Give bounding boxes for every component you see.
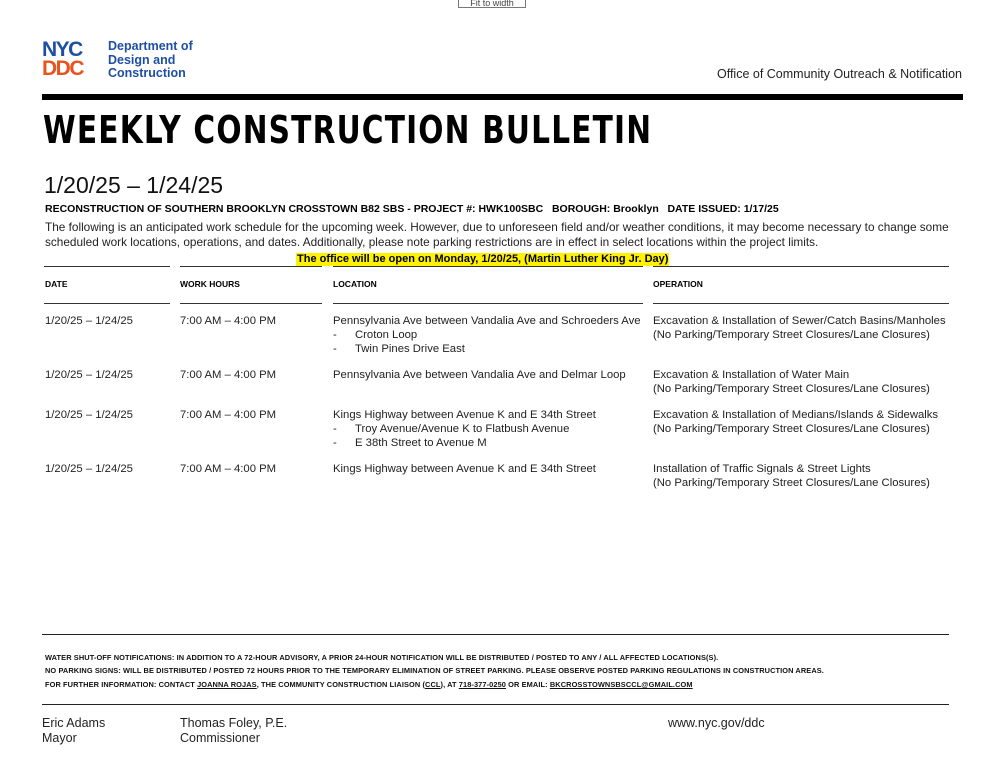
row-location xyxy=(333,314,641,356)
operation-main: Excavation & Installation of Medians/Islands & Sidewalks xyxy=(653,409,939,421)
contact-info: FOR FURTHER INFORMATION: CONTACT JOANNA ROJAS, THE COMMUNITY CONSTRUCTION LIAISON (CCL), AT 718-377-0250 OR EMAIL: BKCROSSTOWNSBSCCL@GMAIL.COM xyxy=(45,680,693,689)
column-rule xyxy=(44,266,170,267)
column-header-operation: OPERATION xyxy=(653,279,703,289)
header-divider xyxy=(42,94,963,100)
location-main: Pennsylvania Ave between Vandalia Ave and Schroeders Ave xyxy=(333,315,641,327)
column-rule xyxy=(180,303,322,304)
column-rule xyxy=(180,266,322,267)
intro-paragraph: The following is an anticipated work schedule for the upcoming week. However, due to unforeseen field and/or weather conditions, it may become necessary to change some scheduled work locations, operations, and dates. Additionally, please note parking restrictions are in effect in select locations within the project limits. xyxy=(45,220,949,249)
footer-divider xyxy=(42,704,949,705)
location-sub: - Croton Loop xyxy=(333,329,418,341)
column-rule xyxy=(333,303,643,304)
row-date: 1/20/25 – 1/24/25 xyxy=(45,369,133,381)
operation-main: Installation of Traffic Signals & Street Lights xyxy=(653,463,871,475)
ccl-abbrev: CCL xyxy=(425,680,441,689)
location-main: Kings Highway between Avenue K and E 34th Street xyxy=(333,463,596,475)
operation-note: (No Parking/Temporary Street Closures/Lane Closures) xyxy=(653,423,930,435)
column-rule xyxy=(44,303,170,304)
water-notice: WATER SHUT-OFF NOTIFICATIONS: IN ADDITION TO A 72-HOUR ADVISORY, A PRIOR 24-HOUR NOTIFICATION WILL BE DISTRIBUTED / POSTED TO ANY / ALL AFFECTED LOCATIONS(S). xyxy=(45,653,719,662)
org-name-line: Department of xyxy=(108,39,193,53)
row-location xyxy=(333,462,596,476)
row-hours: 7:00 AM – 4:00 PM xyxy=(180,315,277,327)
row-hours: 7:00 AM – 4:00 PM xyxy=(180,369,277,381)
holiday-notice: The office will be open on Monday, 1/20/25, (Martin Luther King Jr. Day) xyxy=(297,253,669,265)
commissioner-title: Commissioner xyxy=(180,731,260,745)
operation-note: (No Parking/Temporary Street Closures/Lane Closures) xyxy=(653,477,930,489)
mayor-title: Mayor xyxy=(42,731,77,745)
row-date: 1/20/25 – 1/24/25 xyxy=(45,409,133,421)
operation-main: Excavation & Installation of Sewer/Catch Basins/Manholes xyxy=(653,315,946,327)
org-name-line: Design and xyxy=(108,52,176,67)
row-operation xyxy=(653,462,930,490)
column-rule xyxy=(653,266,949,267)
commissioner-signature xyxy=(180,716,287,746)
row-date: 1/20/25 – 1/24/25 xyxy=(45,315,133,327)
mayor-signature xyxy=(42,716,105,746)
row-operation xyxy=(653,368,930,396)
row-date: 1/20/25 – 1/24/25 xyxy=(45,463,133,475)
location-sub: - Twin Pines Drive East xyxy=(333,343,465,355)
commissioner-name: Thomas Foley, P.E. xyxy=(180,716,288,730)
nyc-ddc-logo xyxy=(42,40,102,80)
logo-ddc-text: DDC xyxy=(42,57,83,80)
mayor-name: Eric Adams xyxy=(42,716,106,730)
location-sub: - Troy Avenue/Avenue K to Flatbush Avenue xyxy=(333,423,570,435)
row-location xyxy=(333,408,596,450)
website-link[interactable]: www.nyc.gov/ddc xyxy=(668,716,765,730)
row-hours: 7:00 AM – 4:00 PM xyxy=(180,409,277,421)
column-rule xyxy=(653,303,949,304)
logo-nyc-text: NYC xyxy=(42,38,82,61)
parking-notice: NO PARKING SIGNS: WILL BE DISTRIBUTED / POSTED 72 HOURS PRIOR TO THE TEMPORARY ELIMINATION OF STREET PARKING. PLEASE OBSERVE POSTED PARKING REGULATIONS IN CONSTRUCTION AREAS. xyxy=(45,666,824,675)
location-sub: - E 38th Street to Avenue M xyxy=(333,437,487,449)
office-name: Office of Community Outreach & Notification xyxy=(716,67,962,81)
footer-divider xyxy=(42,634,949,635)
row-hours: 7:00 AM – 4:00 PM xyxy=(180,463,277,475)
row-operation xyxy=(653,408,938,436)
operation-note: (No Parking/Temporary Street Closures/Lane Closures) xyxy=(653,383,930,395)
contact-name: JOANNA ROJAS xyxy=(197,680,257,689)
project-info: RECONSTRUCTION OF SOUTHERN BROOKLYN CROSSTOWN B82 SBS - PROJECT #: HWK100SBC BOROUGH: Brooklyn DATE ISSUED: 1/17/25 xyxy=(45,203,779,215)
contact-email-link[interactable]: BKCROSSTOWNSBSCCL@GMAIL.COM xyxy=(549,680,693,689)
column-header-date: DATE xyxy=(45,279,68,289)
operation-note: (No Parking/Temporary Street Closures/Lane Closures) xyxy=(653,329,930,341)
location-main: Pennsylvania Ave between Vandalia Ave and Delmar Loop xyxy=(333,369,626,381)
operation-main: Excavation & Installation of Water Main xyxy=(653,369,850,381)
column-header-hours: WORK HOURS xyxy=(180,279,240,289)
date-range: 1/20/25 – 1/24/25 xyxy=(44,172,224,198)
row-operation xyxy=(653,314,946,342)
column-header-location: LOCATION xyxy=(333,279,377,289)
column-rule xyxy=(333,266,643,267)
bulletin-title: WEEKLY CONSTRUCTION BULLETIN xyxy=(43,108,653,152)
row-location xyxy=(333,368,626,382)
location-main: Kings Highway between Avenue K and E 34th Street xyxy=(333,409,596,421)
org-name xyxy=(108,40,193,81)
contact-phone: 718-377-0250 xyxy=(458,680,507,689)
org-name-line: Construction xyxy=(108,66,186,80)
fit-to-width-button[interactable]: Fit to width xyxy=(458,0,526,8)
